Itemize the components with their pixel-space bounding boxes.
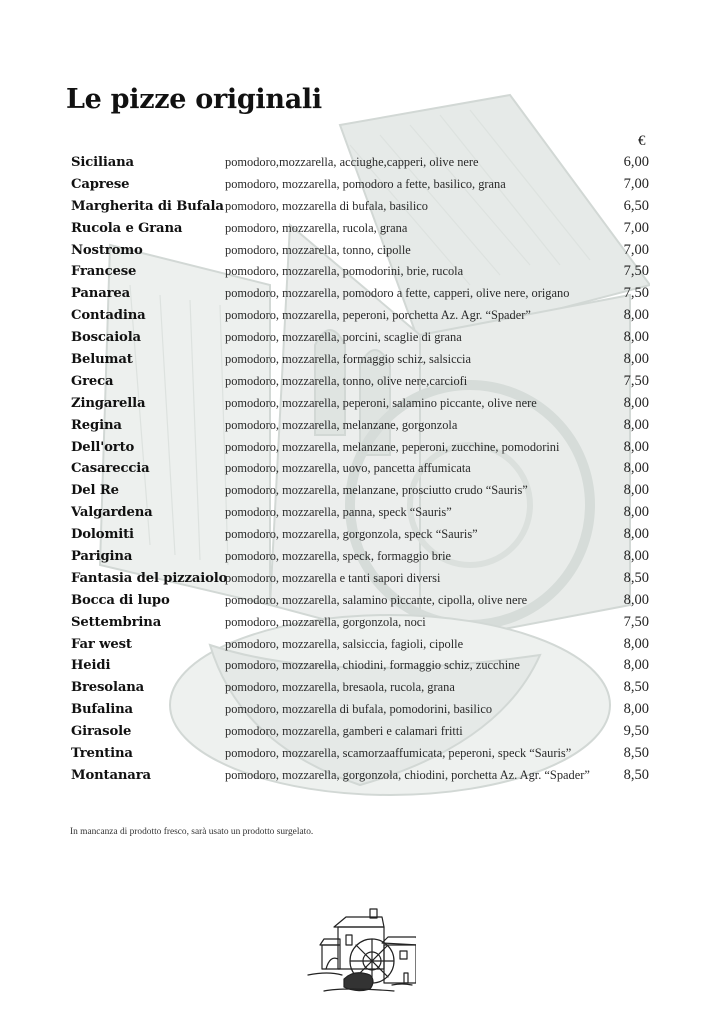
pizza-name: Boscaiola (71, 330, 141, 346)
menu-item (71, 240, 649, 262)
pizza-name: Settembrina (71, 614, 162, 630)
menu-item (71, 415, 649, 437)
pizza-ingredients: pomodoro, mozzarella, speck, formaggio brie (225, 549, 452, 564)
menu-item (71, 305, 649, 327)
pizza-price: 8,00 (623, 416, 649, 433)
pizza-ingredients: pomodoro, mozzarella, gorgonzola, chiodini, porchetta Az. Agr. “Spader” (225, 767, 590, 782)
menu-item (71, 437, 649, 459)
pizza-ingredients: pomodoro, mozzarella, salamino piccante, cipolla, olive nere (225, 592, 528, 607)
menu-item (71, 174, 649, 196)
pizza-name: Margherita di Bufala (71, 198, 224, 214)
pizza-name: Fantasia del pizzaiolo (71, 570, 228, 586)
pizza-name: Bresolana (71, 680, 145, 696)
pizza-price: 7,00 (623, 219, 649, 236)
pizza-ingredients: pomodoro, mozzarella, pomodoro a fette, basilico, grana (225, 176, 506, 191)
pizza-ingredients: pomodoro, mozzarella, gorgonzola, speck “Sauris” (225, 527, 478, 542)
pizza-price: 8,00 (623, 591, 649, 608)
pizza-name: Montanara (71, 767, 151, 783)
pizza-price: 8,00 (623, 635, 649, 652)
pizza-ingredients: pomodoro, mozzarella, bresaola, rucola, grana (225, 680, 455, 695)
pizza-ingredients: pomodoro, mozzarella, rucola, grana (225, 220, 408, 235)
pizza-price: 8,50 (623, 766, 649, 783)
pizza-price: 7,50 (623, 613, 649, 630)
menu-item (71, 218, 649, 240)
pizza-price: 7,00 (623, 175, 649, 192)
menu-item (71, 393, 649, 415)
pizza-name: Dell'orto (71, 439, 135, 455)
menu-item (71, 743, 649, 765)
pizza-ingredients: pomodoro, mozzarella, melanzane, peperoni, zucchine, pomodorini (225, 439, 560, 454)
pizza-ingredients: pomodoro, mozzarella, peperoni, salamino piccante, olive nere (225, 395, 537, 410)
pizza-price: 6,50 (623, 197, 649, 214)
pizza-name: Rucola e Grana (71, 220, 183, 236)
menu-item (71, 480, 649, 502)
pizza-name: Greca (71, 373, 114, 389)
pizza-name: Siciliana (71, 155, 134, 170)
pizza-name: Belumat (71, 352, 133, 368)
pizza-name: Bocca di lupo (71, 592, 170, 608)
menu-item (71, 655, 649, 677)
menu-item (71, 721, 649, 743)
pizza-name: Caprese (71, 176, 130, 192)
menu-item (71, 327, 649, 349)
pizza-ingredients: pomodoro, mozzarella, gamberi e calamari fritti (225, 724, 463, 739)
pizza-name: Heidi (71, 658, 111, 674)
pizza-price: 8,00 (623, 504, 649, 521)
pizza-name: Dolomiti (71, 527, 134, 543)
footnote: In mancanza di prodotto fresco, sarà usato un prodotto surgelato. (70, 827, 314, 837)
pizza-price: 7,50 (623, 263, 649, 280)
pizza-price: 8,50 (623, 745, 649, 762)
pizza-price: 8,00 (623, 701, 649, 718)
pizza-name: Bufalina (71, 702, 133, 718)
pizza-ingredients: pomodoro, mozzarella, melanzane, prosciutto crudo “Sauris” (225, 483, 528, 498)
pizza-name: Casareccia (71, 461, 150, 477)
menu-item (71, 196, 649, 218)
pizza-ingredients: pomodoro, mozzarella, peperoni, porchetta Az. Agr. “Spader” (225, 308, 531, 323)
pizza-price: 8,50 (623, 569, 649, 586)
pizza-price: 8,00 (623, 482, 649, 499)
pizza-ingredients: pomodoro, mozzarella, porcini, scaglie di grana (225, 330, 462, 345)
pizza-price: 7,50 (623, 372, 649, 389)
pizza-price: 8,00 (623, 548, 649, 565)
menu-item (71, 590, 649, 612)
menu-item (71, 634, 649, 656)
pizza-name: Valgardena (71, 505, 153, 521)
pizza-ingredients: pomodoro, mozzarella, scamorzaaffumicata, peperoni, speck “Sauris” (225, 746, 572, 761)
pizza-ingredients: pomodoro, mozzarella di bufala, basilico (225, 198, 428, 213)
pizza-price: 8,00 (623, 307, 649, 324)
pizza-name: Del Re (71, 483, 119, 499)
pizza-name: Trentina (71, 746, 133, 762)
pizza-price: 8,50 (623, 679, 649, 696)
pizza-ingredients: pomodoro, mozzarella, gorgonzola, noci (225, 614, 426, 629)
pizza-price: 7,00 (623, 241, 649, 258)
pizza-ingredients: pomodoro, mozzarella, chiodini, formaggio schiz, zucchine (225, 658, 520, 673)
menu-item (71, 261, 649, 283)
pizza-ingredients: pomodoro, mozzarella, pomodorini, brie, rucola (225, 264, 464, 279)
pizza-price: 9,50 (623, 723, 649, 740)
pizza-ingredients: pomodoro, mozzarella e tanti sapori diversi (225, 570, 441, 585)
pizza-price: 6,00 (623, 154, 649, 170)
page-title: Le pizze originali (66, 84, 322, 115)
menu-item (71, 152, 649, 174)
pizza-ingredients: pomodoro, mozzarella, salsiccia, fagioli, cipolle (225, 636, 464, 651)
pizza-name: Girasole (71, 724, 132, 740)
menu-item (71, 765, 649, 787)
pizza-price: 8,00 (623, 438, 649, 455)
pizza-name: Zingarella (71, 395, 146, 411)
pizza-ingredients: pomodoro, mozzarella, pomodoro a fette, capperi, olive nere, origano (225, 286, 570, 301)
menu-item (71, 568, 649, 590)
menu-item (71, 546, 649, 568)
menu-item (71, 612, 649, 634)
menu-item (71, 677, 649, 699)
menu-item (71, 371, 649, 393)
menu-item (71, 699, 649, 721)
pizza-ingredients: pomodoro, mozzarella, panna, speck “Sauris” (225, 505, 452, 520)
pizza-price: 8,00 (623, 329, 649, 346)
pizza-name: Contadina (71, 308, 146, 324)
pizza-ingredients: pomodoro, mozzarella, tonno, cipolle (225, 242, 411, 257)
pizza-price: 8,00 (623, 351, 649, 368)
pizza-menu-list (71, 152, 649, 787)
pizza-price: 8,00 (623, 657, 649, 674)
pizza-name: Nostromo (71, 242, 143, 258)
pizza-name: Parigina (71, 549, 133, 565)
pizza-ingredients: pomodoro, mozzarella, melanzane, gorgonzola (225, 417, 458, 432)
pizza-name: Francese (71, 264, 137, 280)
pizza-name: Panarea (71, 286, 131, 302)
pizza-price: 8,00 (623, 460, 649, 477)
menu-item (71, 502, 649, 524)
pizza-ingredients: pomodoro, mozzarella di bufala, pomodorini, basilico (225, 702, 493, 717)
menu-item (71, 524, 649, 546)
pizza-ingredients: pomodoro,mozzarella, acciughe,capperi, olive nere (225, 155, 479, 169)
currency-header: € (638, 133, 646, 149)
pizza-ingredients: pomodoro, mozzarella, formaggio schiz, salsiccia (225, 352, 472, 367)
pizza-ingredients: pomodoro, mozzarella, tonno, olive nere,carciofi (225, 373, 468, 388)
pizza-name: Regina (71, 417, 122, 433)
watermill-logo-icon (304, 905, 416, 993)
pizza-price: 8,00 (623, 394, 649, 411)
menu-item (71, 283, 649, 305)
pizza-price: 7,50 (623, 285, 649, 302)
pizza-name: Far west (71, 636, 132, 652)
menu-item (71, 349, 649, 371)
pizza-ingredients: pomodoro, mozzarella, uovo, pancetta affumicata (225, 461, 471, 476)
menu-item (71, 458, 649, 480)
pizza-price: 8,00 (623, 526, 649, 543)
